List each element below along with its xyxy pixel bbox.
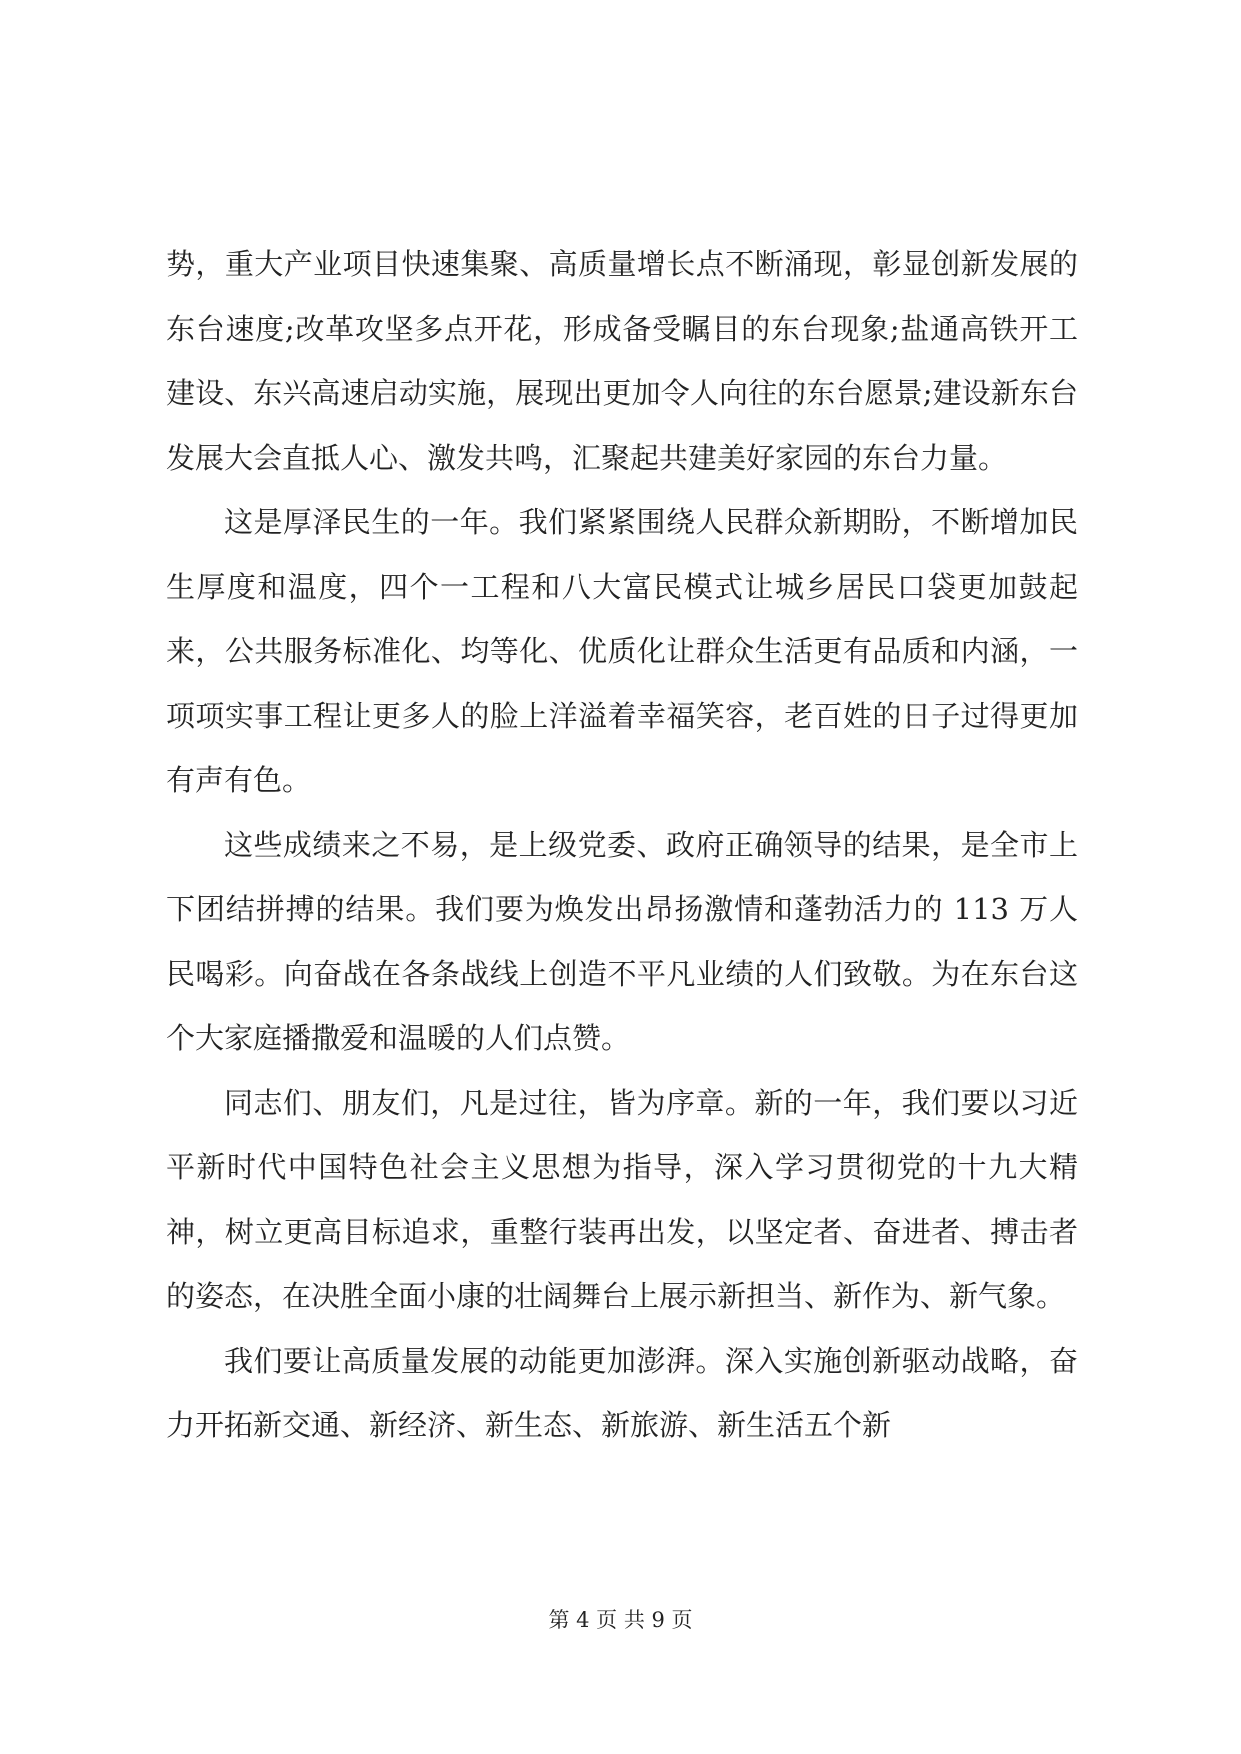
paragraph-3: 这些成绩来之不易，是上级党委、政府正确领导的结果，是全市上下团结拼搏的结果。我们要为焕发出昂扬激情和蓬勃活力的 113 万人民喝彩。向奋战在各条战线上创造不平凡业绩的人们致敬。为在东台这个大家庭播撒爱和温暖的人们点赞。: [166, 827, 1078, 1055]
paragraph-1: 势，重大产业项目快速集聚、高质量增长点不断涌现，彰显创新发展的东台速度;改革攻坚多点开花，形成备受瞩目的东台现象;盐通高铁开工建设、东兴高速启动实施，展现出更加令人向往的东台愿景;建设新东台发展大会直抵人心、激发共鸣，汇聚起共建美好家园的东台力量。: [166, 247, 1078, 475]
body-text: [166, 232, 1078, 1458]
page-number-footer: 第 4 页 共 9 页: [548, 1608, 693, 1632]
paragraph-2: 这是厚泽民生的一年。我们紧紧围绕人民群众新期盼，不断增加民生厚度和温度，四个一工程和八大富民模式让城乡居民口袋更加鼓起来，公共服务标准化、均等化、优质化让群众生活更有品质和内涵，一项项实事工程让更多人的脸上洋溢着幸福笑容，老百姓的日子过得更加有声有色。: [166, 505, 1078, 797]
paragraph-4: 同志们、朋友们，凡是过往，皆为序章。新的一年，我们要以习近平新时代中国特色社会主义思想为指导，深入学习贯彻党的十九大精神，树立更高目标追求，重整行装再出发，以坚定者、奋进者、搏击者的姿态，在决胜全面小康的壮阔舞台上展示新担当、新作为、新气象。: [166, 1085, 1078, 1313]
paragraph-5: 我们要让高质量发展的动能更加澎湃。深入实施创新驱动战略，奋力开拓新交通、新经济、新生态、新旅游、新生活五个新: [166, 1343, 1078, 1442]
